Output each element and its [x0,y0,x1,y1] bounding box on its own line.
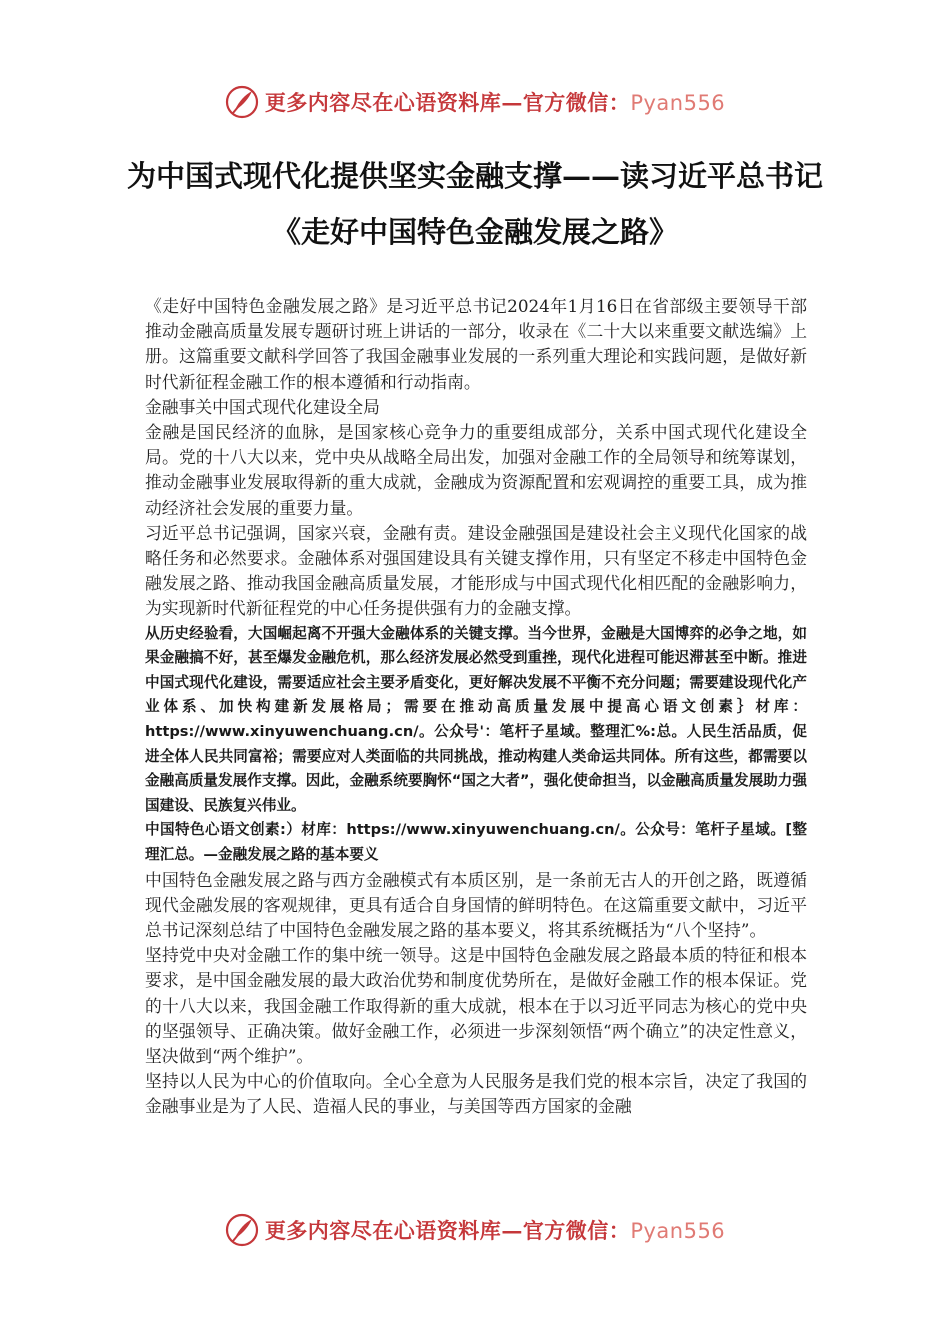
quill-logo-icon [225,1213,259,1247]
watermark-text: 更多内容尽在心语资料库—官方微信：Pyan556 [264,90,726,115]
watermark-banner-bottom [0,1210,950,1250]
section-heading: 中国特色心语文创素:）材库：https://www.xinyuwenchuang.cn/。公众号：笔杆子星域。[整理汇总。—金融发展之路的基本要义 [145,821,807,863]
paragraph: 从历史经验看，大国崛起离不开强大金融体系的关键支撑。当今世界，金融是大国博弈的必争之地，如果金融搞不好，甚至爆发金融危机，那么经济发展必然受到重挫，现代化进程可能迟滞甚至中断。推进中国式现代化建设，需要适应社会主要矛盾变化，更好解决发展不平衡不充分问题；需要建设现代化产业体系、加快构建新发展格局；需要在推动高质量发展中提高心语文创素｝材库：https://www.xinyuwenchuang.cn/。公众号'：笔杆子星域。整理汇%:总。人民生活品质，促进全体人民共同富裕；需要应对人类面临的共同挑战，推动构建人类命运共同体。所有这些，都需要以金融高质量发展作支撑。因此，金融系统要胸怀“国之大者”，强化使命担当，以金融高质量发展助力强国建设、民族复兴伟业。 [145,624,807,814]
page-title: 为中国式现代化提供坚实金融支撑——读习近平总书记《走好中国特色金融发展之路》 [126,159,823,249]
watermark-banner-top [0,82,950,122]
quill-logo-icon [225,85,259,119]
paragraph: 金融是国民经济的血脉，是国家核心竞争力的重要组成部分，关系中国式现代化建设全局。党的十八大以来，党中央从战略全局出发，加强对金融工作的全局领导和统筹谋划，推动金融事业发展取得新的重大成就，金融成为资源配置和宏观调控的重要工具，成为推动经济社会发展的重要力量。 [145,422,807,518]
paragraph: 坚持党中央对金融工作的集中统一领导。这是中国特色金融发展之路最本质的特征和根本要求，是中国金融发展的最大政治优势和制度优势所在，是做好金融工作的根本保证。党的十八大以来，我国金融工作取得新的重大成就，根本在于以习近平同志为核心的党中央的坚强领导、正确决策。做好金融工作，必须进一步深刻领悟“两个确立”的决定性意义，坚决做到“两个维护”。 [145,945,807,1066]
paragraph: 中国特色金融发展之路与西方金融模式有本质区别，是一条前无古人的开创之路，既遵循现代金融发展的客观规律，更具有适合自身国情的鲜明特色。在这篇重要文献中，习近平总书记深刻总结了中国特色金融发展之路的基本要义，将其系统概括为“八个坚持”。 [145,869,807,940]
paragraph: 习近平总书记强调，国家兴衰，金融有责。建设金融强国是建设社会主义现代化国家的战略任务和必然要求。金融体系对强国建设具有关键支撑作用，只有坚定不移走中国特色金融发展之路、推动我国金融高质量发展，才能形成与中国式现代化相匹配的金融影响力，为实现新时代新征程党的中心任务提供强有力的金融支撑。 [145,522,807,619]
paragraph: 坚持以人民为中心的价值取向。全心全意为人民服务是我们党的根本宗旨，决定了我国的金融事业是为了人民、造福人民的事业，与美国等西方国家的金融 [145,1071,807,1117]
section-heading: 金融事关中国式现代化建设全局 [145,396,380,417]
paragraph: 《走好中国特色金融发展之路》是习近平总书记2024年1月16日在省部级主要领导干部推动金融高质量发展专题研讨班上讲话的一部分，收录在《二十大以来重要文献选编》上册。这篇重要文献科学回答了我国金融事业发展的一系列重大理论和实践问题，是做好新时代新征程金融工作的根本遵循和行动指南。 [145,296,807,392]
watermark-text: 更多内容尽在心语资料库—官方微信：Pyan556 [264,1218,726,1243]
article-body [145,294,807,1120]
